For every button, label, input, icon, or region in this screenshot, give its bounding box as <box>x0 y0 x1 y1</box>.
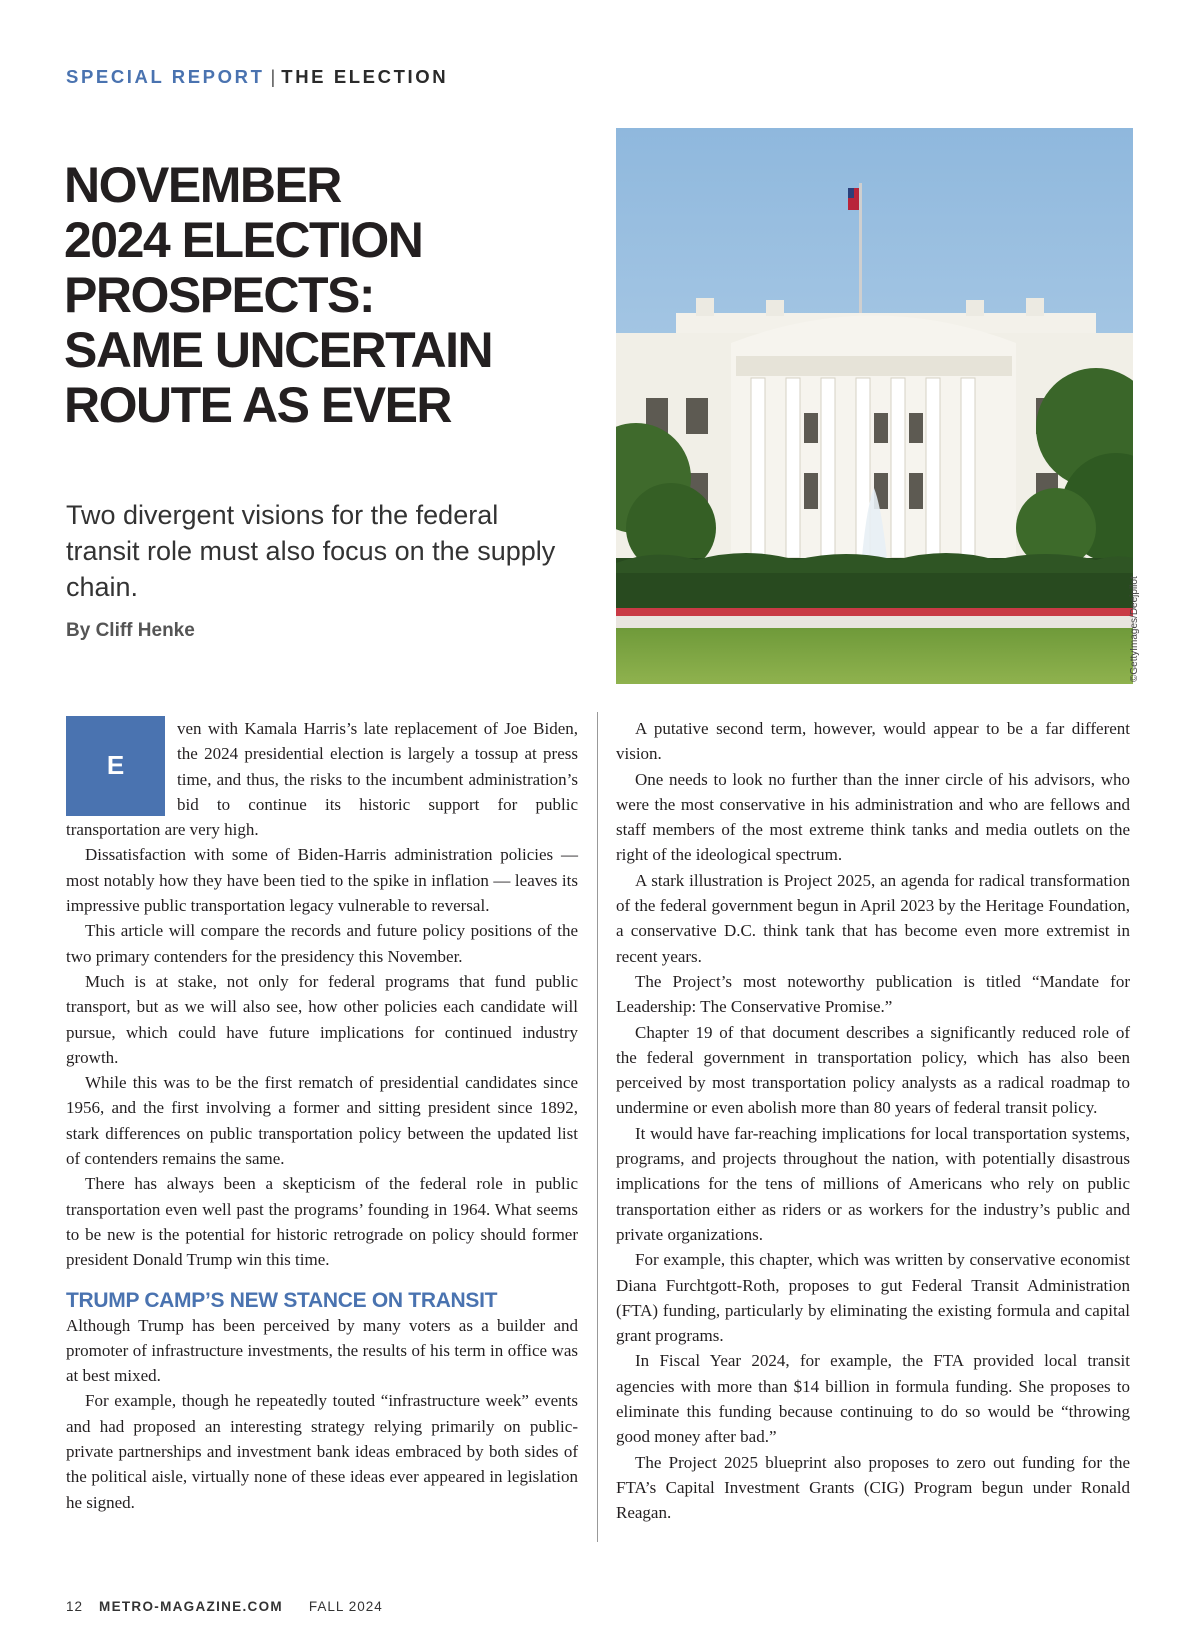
topic-label: THE ELECTION <box>281 66 449 87</box>
deck: Two divergent visions for the federal transit role must also focus on the supply chain. <box>66 500 556 602</box>
subhead: TRUMP CAMP’S NEW STANCE ON TRANSIT <box>66 1288 498 1312</box>
issue-label: FALL 2024 <box>308 1599 383 1614</box>
paragraph: Chapter 19 of that document describes a significantly reduced role of the federal government in transportation policy, which has also been perceived by most transportation policy analysts as a radical roadmap to undermine or even abolish more than 80 years of federal transit policy. <box>616 1022 1130 1118</box>
body-column-left <box>66 716 578 1515</box>
body-column-right <box>616 716 1130 1526</box>
byline: By Cliff Henke <box>66 620 195 641</box>
page-footer <box>66 1599 383 1614</box>
paragraph: A putative second term, however, would appear to be a far different vision. <box>616 719 1130 764</box>
kicker-separator: | <box>270 66 276 87</box>
headline-line: PROSPECTS: <box>64 267 375 323</box>
headline-line: SAME UNCERTAIN <box>64 322 493 378</box>
paragraph: It would have far-reaching implications for local transportation systems, programs, and projects throughout the nation, with potentially disastrous implications for the tens of millions of Americans who rely on public transportation either as riders or as workers for the industry’s public and private organizations. <box>616 1123 1130 1244</box>
section-label: SPECIAL REPORT <box>66 66 265 87</box>
paragraph: Although Trump has been perceived by many voters as a builder and promoter of infrastructure investments, the results of his term in office was at best mixed. <box>66 1315 578 1386</box>
headline <box>64 158 584 433</box>
headline-line: ROUTE AS EVER <box>64 377 452 433</box>
site-link[interactable]: METRO-MAGAZINE.COM <box>99 1599 283 1614</box>
paragraph: Dissatisfaction with some of Biden-Harris administration policies — most notably how they have been tied to the spike in inflation — leaves its impressive public transportation legacy vulnerable to reversal. <box>66 845 578 916</box>
paragraph: One needs to look no further than the inner circle of his advisors, who were the most conservative in his administration and who are fellows and staff members of the most extreme think tanks and media outlets on the right of the ideological spectrum. <box>616 769 1130 865</box>
photo-credit: ©GettyImages/Deejpilot <box>1129 576 1140 682</box>
paragraph: In Fiscal Year 2024, for example, the FTA provided local transit agencies with more than $14 billion in formula funding. She proposes to eliminate this funding because continuing to do so would be “throwing good money after bad.” <box>616 1351 1130 1447</box>
paragraph: ven with Kamala Harris’s late replacement of Joe Biden, the 2024 presidential election is largely a tossup at press time, and thus, the risks to the incumbent administration’s bid to continue its historic support for public transportation are very high. <box>66 719 578 840</box>
paragraph: This article will compare the records and future policy positions of the two primary contenders for the presidency this November. <box>66 921 578 966</box>
paragraph: For example, this chapter, which was written by conservative economist Diana Furchtgott-Roth, proposes to gut Federal Transit Administration (FTA) funding, particularly by eliminating the existing formula and capital grant programs. <box>616 1250 1130 1346</box>
headline-line: NOVEMBER <box>64 157 341 213</box>
headline-line: 2024 ELECTION <box>64 212 423 268</box>
page-number: 12 <box>66 1599 84 1614</box>
section-kicker <box>66 66 448 88</box>
paragraph: There has always been a skepticism of the federal role in public transportation even well past the programs’ founding in 1964. What seems to be new is the potential for historic retrograde on policy should former president Donald Trump win this time. <box>66 1174 578 1270</box>
paragraph: Much is at stake, not only for federal programs that fund public transport, but as we will also see, how other policies each candidate will pursue, which could have future implications for continued industry growth. <box>66 971 578 1067</box>
paragraph: A stark illustration is Project 2025, an agenda for radical transformation of the federal government begun in April 2023 by the Heritage Foundation, a conservative D.C. think tank that has become even more extremist in recent years. <box>616 870 1130 966</box>
drop-cap: E <box>66 716 165 816</box>
paragraph: The Project 2025 blueprint also proposes to zero out funding for the FTA’s Capital Investment Grants (CIG) Program begun under Ronald Reagan. <box>616 1452 1130 1523</box>
paragraph: The Project’s most noteworthy publication is titled “Mandate for Leadership: The Conservative Promise.” <box>616 971 1130 1017</box>
paragraph: While this was to be the first rematch of presidential candidates since 1956, and the first involving a former and sitting president since 1892, stark differences on public transportation policy between the updated list of contenders remains the same. <box>66 1073 578 1169</box>
column-divider <box>597 712 598 1542</box>
paragraph: For example, though he repeatedly touted “infrastructure week” events and had proposed an interesting strategy relying primarily on public-private partnerships and investment bank ideas embraced by both sides of the political aisle, virtually none of these ideas ever appeared in legislation he signed. <box>66 1391 578 1512</box>
white-house-photo <box>616 128 1133 684</box>
